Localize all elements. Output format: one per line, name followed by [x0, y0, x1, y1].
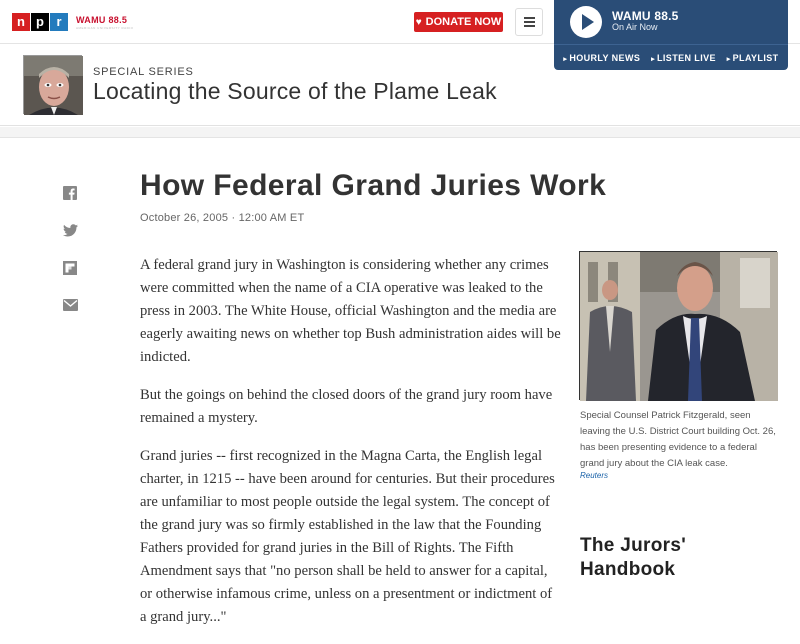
flipboard-icon	[63, 261, 77, 275]
facebook-icon	[63, 186, 77, 200]
article-paragraph: Grand juries -- first recognized in the Magna Carta, the English legal charter, in 1215 -- have been around for centuries. But their procedures are unfamiliar to most people outside the legal system. The concept of the grand jury was so firmly established in the law that the Founding Fathers provided for grand juries in the Bill of Rights. The Fifth Amendment says that "no person shall be held to answer for a capital, or otherwise infamous crime, unless on a presentment or indictment of a grand jury..."	[140, 448, 555, 625]
facebook-share-button[interactable]	[62, 185, 78, 201]
series-title[interactable]: Locating the Source of the Plame Leak	[93, 78, 497, 104]
hamburger-menu-button[interactable]	[515, 8, 543, 36]
email-icon	[63, 299, 78, 311]
photo-caption: Special Counsel Patrick Fitzgerald, seen leaving the U.S. District Court building Oct. 26, has been presenting evidence to a federal grand jury about the CIA leak case.	[580, 410, 776, 469]
heart-icon: ♥	[415, 16, 422, 28]
article-body	[140, 254, 562, 644]
npr-logo[interactable]	[12, 13, 69, 31]
article-headline: How Federal Grand Juries Work	[140, 169, 607, 202]
hourly-news-link[interactable]: ▸ HOURLY NEWS	[563, 53, 640, 63]
series-thumbnail-image[interactable]	[23, 55, 82, 114]
article-photo[interactable]	[579, 251, 777, 400]
article-dateline: October 26, 2005 · 12:00 AM ET	[140, 212, 305, 224]
twitter-share-button[interactable]	[62, 222, 78, 238]
email-share-button[interactable]	[62, 297, 78, 313]
hamburger-menu-icon	[524, 17, 535, 19]
play-icon[interactable]	[570, 6, 602, 38]
article-paragraph: But the goings on behind the closed doors of the grand jury room have remained a mystery.	[140, 387, 553, 426]
series-header	[0, 44, 800, 126]
section-divider	[0, 127, 800, 138]
station-logo-name: WAMU 88.5	[76, 15, 128, 25]
jurors-handbook-heading[interactable]: The Jurors' Handbook	[580, 535, 687, 580]
donate-button-label: DONATE NOW	[425, 16, 502, 28]
npr-logo-p: p	[31, 13, 49, 31]
player-status: On Air Now	[612, 22, 658, 32]
listen-live-link[interactable]: ▸ LISTEN LIVE	[651, 53, 716, 63]
series-label: SPECIAL SERIES	[93, 66, 194, 78]
playlist-link[interactable]: ▸ PLAYLIST	[727, 53, 779, 63]
npr-logo-r: r	[50, 13, 68, 31]
npr-logo-n: n	[12, 13, 30, 31]
photo-credit: Reuters	[580, 471, 609, 480]
flipboard-share-button[interactable]	[62, 260, 78, 276]
twitter-icon	[63, 224, 78, 237]
station-logo-tagline: AMERICAN UNIVERSITY RADIO	[76, 26, 134, 30]
station-logo[interactable]	[76, 15, 133, 30]
article-paragraph: A federal grand jury in Washington is considering whether any crimes were committed when the name of a CIA operative was leaked to the press in 2003. The White House, official Washington and the media are eagerly awaiting news on whether top Bush administration aides will be indicted.	[140, 257, 561, 365]
donate-button[interactable]	[414, 12, 503, 32]
player-station-name[interactable]: WAMU 88.5	[612, 9, 679, 23]
